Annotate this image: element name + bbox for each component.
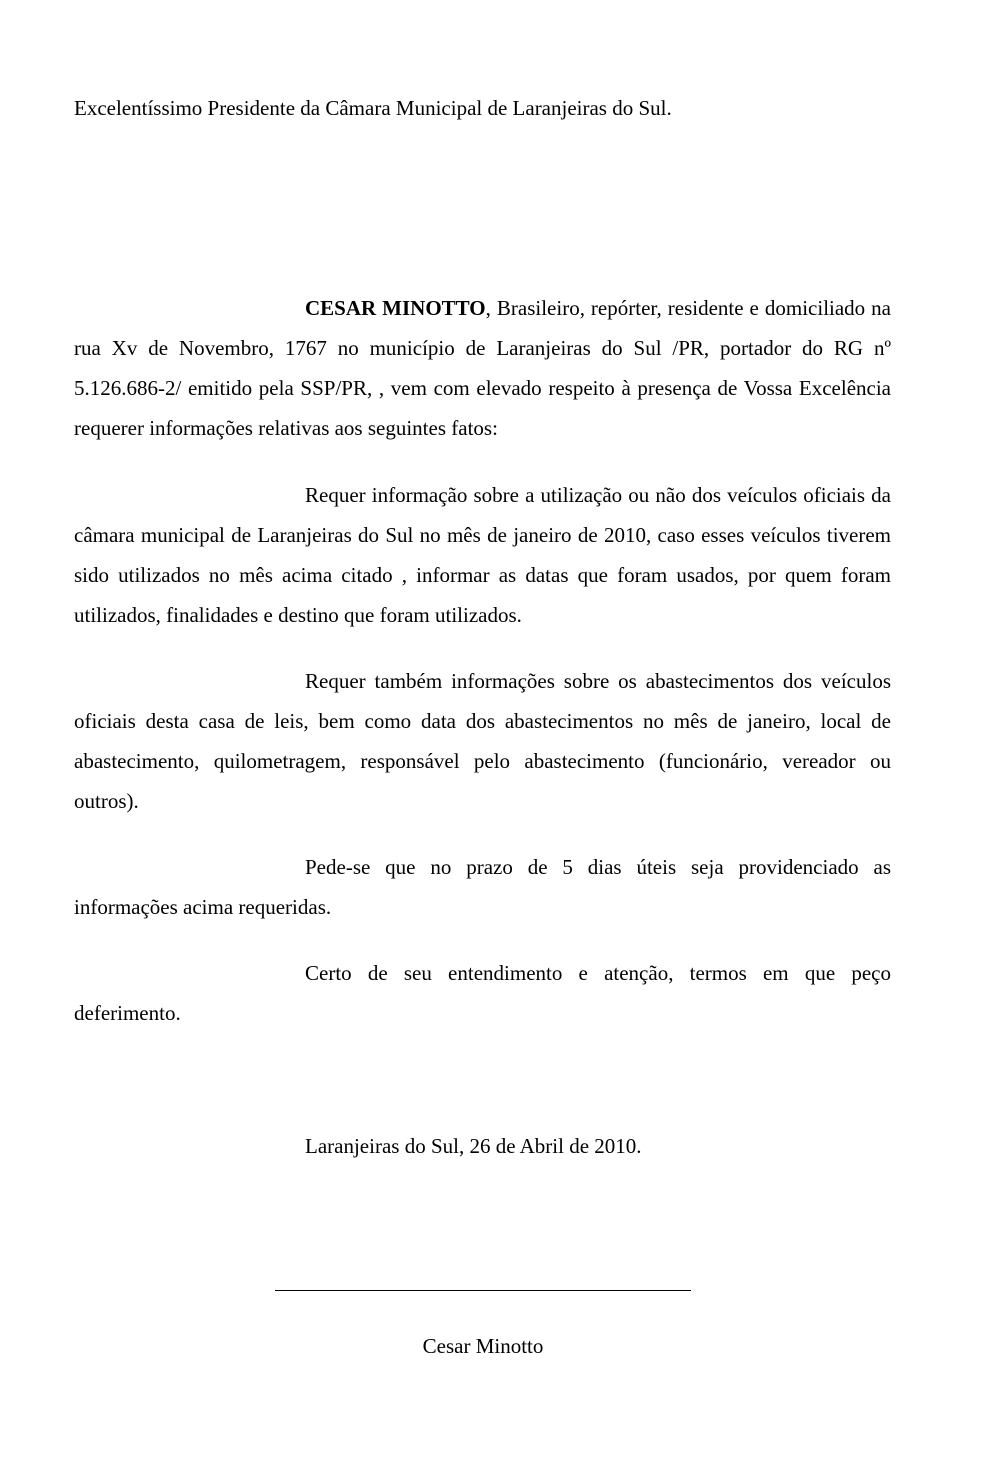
vehicle-usage-text: Requer informação sobre a utilização ou não dos veículos oficiais da câmara municipal de Laranjeiras do Sul no mês de janeiro de 2010, caso esses veículos tiverem sido utilizados no mês acima citado , informar as datas que foram usados, por quem foram utilizados, finalidades e destino que foram utilizados. (74, 483, 891, 627)
salutation: Excelentíssimo Presidente da Câmara Municipal de Laranjeiras do Sul. (74, 96, 672, 120)
signer-name: Cesar Minotto (422, 1334, 544, 1358)
paragraph-closing (74, 953, 891, 1033)
place-and-date: Laranjeiras do Sul, 26 de Abril de 2010. (305, 1134, 642, 1158)
fuel-request-text: Requer também informações sobre os abastecimentos dos veículos oficiais desta casa de leis, bem como data dos abastecimentos no mês de janeiro, local de abastecimento, quilometragem, responsável pelo abastecimento (funcionário, vereador ou outros). (74, 669, 891, 813)
paragraph-fuel-request (74, 661, 891, 821)
identification-text: , Brasileiro, repórter, residente e domiciliado na rua Xv de Novembro, 1767 no município de Laranjeiras do Sul /PR, portador do RG nº 5.126.686-2/ emitido pela SSP/PR, , vem com elevado respeito à presença de Vossa Excelência requerer informações relativas aos seguintes fatos: (74, 296, 891, 440)
paragraph-vehicle-usage-request (74, 475, 891, 635)
deadline-text: Pede-se que no prazo de 5 dias úteis seja providenciado as informações acima requeridas. (74, 855, 891, 919)
closing-text: Certo de seu entendimento e atenção, termos em que peço deferimento. (74, 961, 891, 1025)
requester-name: CESAR MINOTTO (305, 296, 486, 320)
paragraph-identification (74, 288, 891, 448)
signature-line (275, 1290, 691, 1291)
paragraph-deadline (74, 847, 891, 927)
